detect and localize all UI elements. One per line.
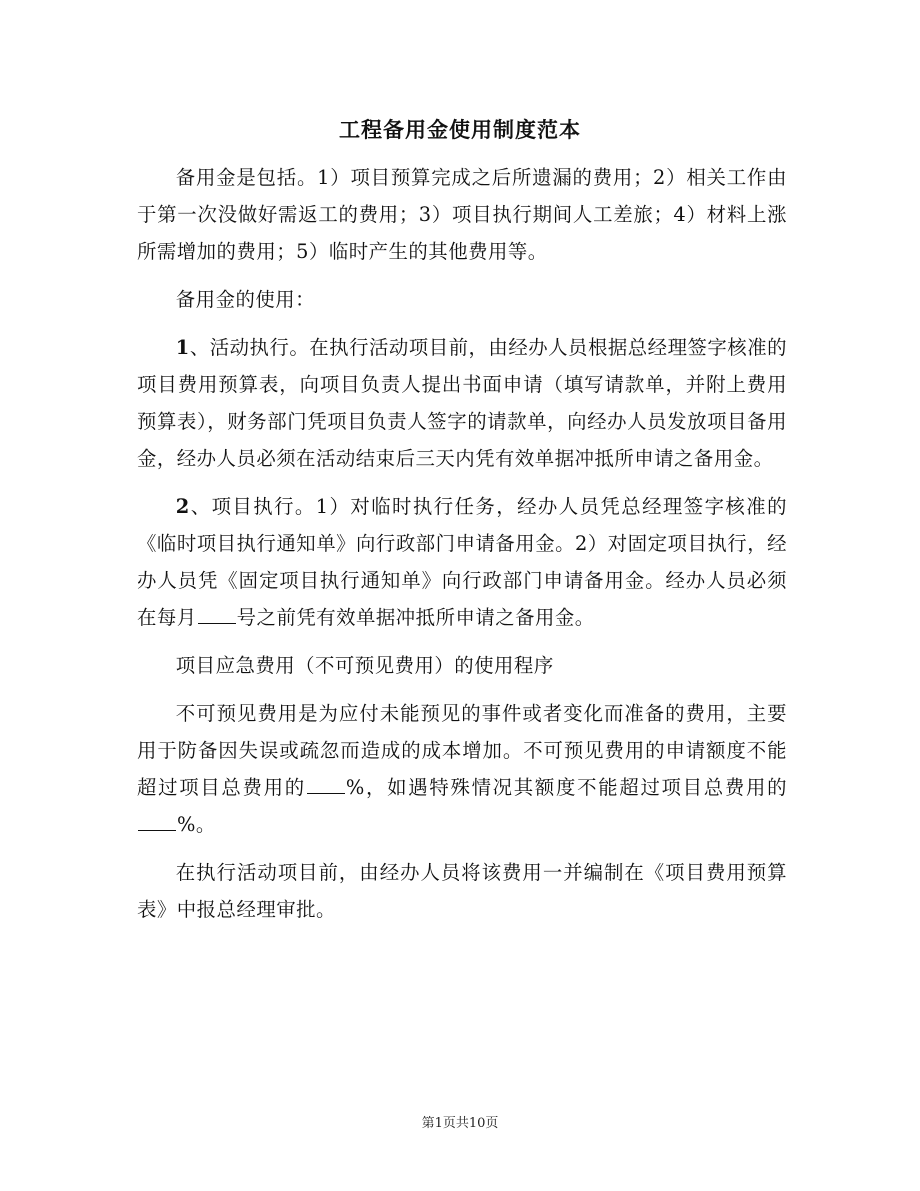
paragraph-project-execution bbox=[137, 488, 787, 636]
project-execution-text-a: 、项目执行。1）对临时执行任务，经办人员凭总经理签字核准的《临时项目执行通知单》向行政部门申请备用金。2）对固定项目执行，经办人员凭《固定项目执行通知单》向行政部门申请备用金。经办人员必须在每月 bbox=[137, 495, 787, 629]
contingency-text-b: %，如遇特殊情况其额度不能超过项目总费用的 bbox=[345, 776, 787, 799]
contingency-text-c: %。 bbox=[177, 813, 216, 836]
contingency-text-a: 不可预见费用是为应付未能预见的事件或者变化而准备的费用，主要用于防备因失误或疏忽而造成的成本增加。不可预见费用的申请额度不能超过项目总费用的 bbox=[137, 702, 787, 799]
paragraph-budget-approval: 在执行活动项目前，由经办人员将该费用一并编制在《项目费用预算表》中报总经理审批。 bbox=[137, 861, 787, 921]
paragraph-reserve-definition: 备用金是包括。1）项目预算完成之后所遗漏的费用；2）相关工作由于第一次没做好需返工的费用；3）项目执行期间人工差旅；4）材料上涨所需增加的费用；5）临时产生的其他费用等。 bbox=[137, 166, 787, 263]
blank-percent-2 bbox=[138, 811, 176, 831]
document-body bbox=[137, 159, 787, 939]
activity-execution-text: 、活动执行。在执行活动项目前，由经办人员根据总经理签字核准的项目费用预算表，向项目负责人提出书面申请（填写请款单，并附上费用预算表），财务部门凭项目负责人签字的请款单，向经办人员发放项目备用金，经办人员必须在活动结束后三天内凭有效单据冲抵所申请之备用金。 bbox=[137, 336, 787, 470]
paragraph-activity-execution bbox=[137, 329, 787, 477]
paragraph-contingency-heading: 项目应急费用（不可预见费用）的使用程序 bbox=[175, 654, 554, 677]
blank-day-of-month bbox=[198, 604, 236, 624]
project-execution-text-b: 号之前凭有效单据冲抵所申请之备用金。 bbox=[236, 606, 595, 629]
page-number: 第1页共10页 bbox=[421, 1116, 499, 1131]
item-number-1: 1 bbox=[175, 336, 190, 359]
item-number-2: 2 bbox=[175, 495, 190, 518]
blank-percent-1 bbox=[307, 774, 345, 794]
paragraph-reserve-usage-heading: 备用金的使用： bbox=[175, 288, 316, 311]
paragraph-contingency-definition bbox=[137, 695, 787, 843]
document-title: 工程备用金使用制度范本 bbox=[339, 117, 581, 142]
